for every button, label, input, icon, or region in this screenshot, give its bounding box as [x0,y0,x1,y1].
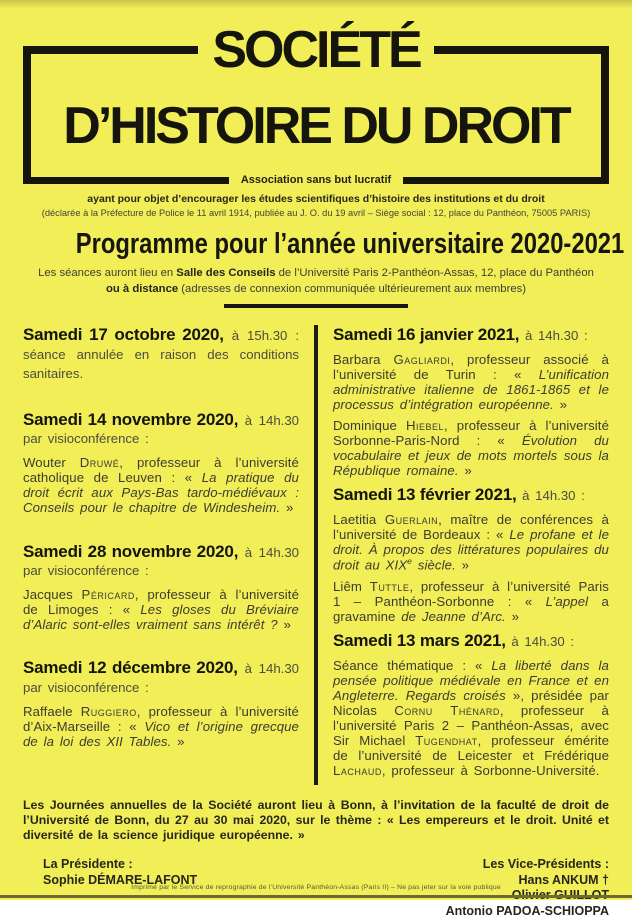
imprint-line: Imprimé par le Service de reprographie de l’Université Panthéon-Assas (Paris II) – Ne pas jeter sur la voie publique [131,884,501,891]
association-declaration: (déclarée à la Préfecture de Police le 11 avril 1914, publiée au J. O. du 19 avril – Siège social : 12, place du Panthéon, 75005 PARIS) [41,208,591,218]
sessions-columns [23,325,609,785]
session-speaker: Séance thématique : « La liberté dans la pensée politique médiévale en France et en Angleterre. Regards croisés », présidée par Nicolas Cornu Thénard, professeur à l’université Paris 2 – Panthéon-Assas, avec Sir Michael Tugendhat, professeur émérite de l’université de Leicester et Frédérique Lachaud, professeur à Sorbonne-Université. [333,657,609,778]
association-status: Association sans but lucratif [240,174,392,186]
programme-title: Programme pour l’année universitaire 2020-2021 [75,228,625,260]
session-heading: Samedi 12 décembre 2020, à 14h.30 par visioconférence : [23,658,299,696]
frame-top-line-left [23,46,198,54]
session-speaker: Dominique Hiebel, professeur à l’université Sorbonne-Paris-Nord : « Évolution du vocabulaire et jeux de mots mortels sous la République romaine. » [333,418,609,479]
association-purpose: ayant pour objet d’encourager les études scientifiques d’histoire des institutions et du droit [87,193,545,205]
sessions-column-right [333,325,609,785]
president-label: La Présidente : [43,857,133,872]
masthead-bottom-row [23,174,609,186]
frame-right-border [601,46,609,182]
frame-bottom-line-left [23,177,229,184]
session-speaker: Raffaele Ruggiero, professeur à l’université d’Aix-Marseille : « Vico et l’origine grecque de la loi des XII Tables. » [23,704,299,750]
session-13-fevrier-2021 [333,485,609,624]
frame-top-line-right [434,46,609,54]
president-name: Sophie DÉMARE-LAFONT [43,872,198,887]
venue-line-1: Les séances auront lieu en Salle des Conseils de l’Université Paris 2-Panthéon-Assas, 12, place du Panthéon [38,267,594,280]
frame-left-border [23,46,31,182]
session-heading: Samedi 13 février 2021, à 14h.30 : [333,485,585,505]
venue-info [23,266,609,297]
columns-divider [314,325,318,785]
scan-bottom-edge [0,895,632,898]
session-17-octobre-2020 [23,325,299,384]
masthead [23,21,609,186]
columns-gutter [299,325,333,785]
masthead-top-row [23,21,609,79]
session-heading: Samedi 13 mars 2021, à 14h.30 : [333,630,575,650]
session-speaker: Wouter Druwé, professeur à l’université catholique de Leuven : « La pratique du droit écrit aux Pays-Bas tardo-médiévaux : Conseils pour le chapitre de Windesheim. » [23,455,299,516]
session-heading: Samedi 14 novembre 2020, à 14h.30 par visioconférence : [23,409,299,447]
session-28-novembre-2020 [23,542,299,633]
session-heading: Samedi 17 octobre 2020, à 15h.30 : séance annulée en raison des conditions sanitaires. [23,324,299,381]
section-divider [224,304,408,308]
session-16-janvier-2021 [333,325,609,478]
session-12-decembre-2020 [23,658,299,749]
session-speaker: Barbara Gagliardi, professeur associé à l’université de Turin : « L’unification administrative italienne de 1861-1865 et le processus d’intégration européenne. » [333,351,609,412]
venue-line-2: ou à distance (adresses de connexion communiquée ultérieurement aux membres) [105,282,527,295]
session-heading: Samedi 28 novembre 2020, à 14h.30 par visioconférence : [23,541,299,579]
vice-president-name: Antonio PADOA-SCHIOPPA [445,903,609,918]
society-title-line2: D’HISTOIRE DU DROIT [63,97,569,155]
session-heading: Samedi 16 janvier 2021, à 14h.30 : [333,324,588,344]
session-speaker: Liêm Tuttle, professeur à l’université Paris 1 – Panthéon-Sorbonne : « L’appel a gravamine de Jeanne d’Arc. » [333,578,609,624]
frame-bottom-line-right [403,177,609,184]
session-14-novembre-2020 [23,410,299,516]
vice-presidents-label: Les Vice-Présidents : [482,857,609,872]
vice-president-name: Hans ANKUM † [518,872,609,887]
annual-meeting-note: Les Journées annuelles de la Société auront lieu à Bonn, à l’invitation de la faculté de droit de l’Université de Bonn, du 27 au 30 mai 2020, sur le thème : « Les empereurs et le droit. Unité et diversité de la science juridique européenne. » [23,798,609,843]
session-speaker: Laetitia Guerlain, maître de conférences à l’université de Bordeaux : « Le profane et le droit. À propos des littératures populaires du droit au XIXe siècle. » [333,512,610,573]
society-title-line1: SOCIÉTÉ [212,21,420,79]
sessions-column-left [23,325,299,785]
session-speaker: Jacques Péricard, professeur à l’université de Limoges : « Les gloses du Bréviaire d’Alaric sont-elles vraiment sans intérêt ? » [23,587,300,633]
session-13-mars-2021 [333,631,609,778]
